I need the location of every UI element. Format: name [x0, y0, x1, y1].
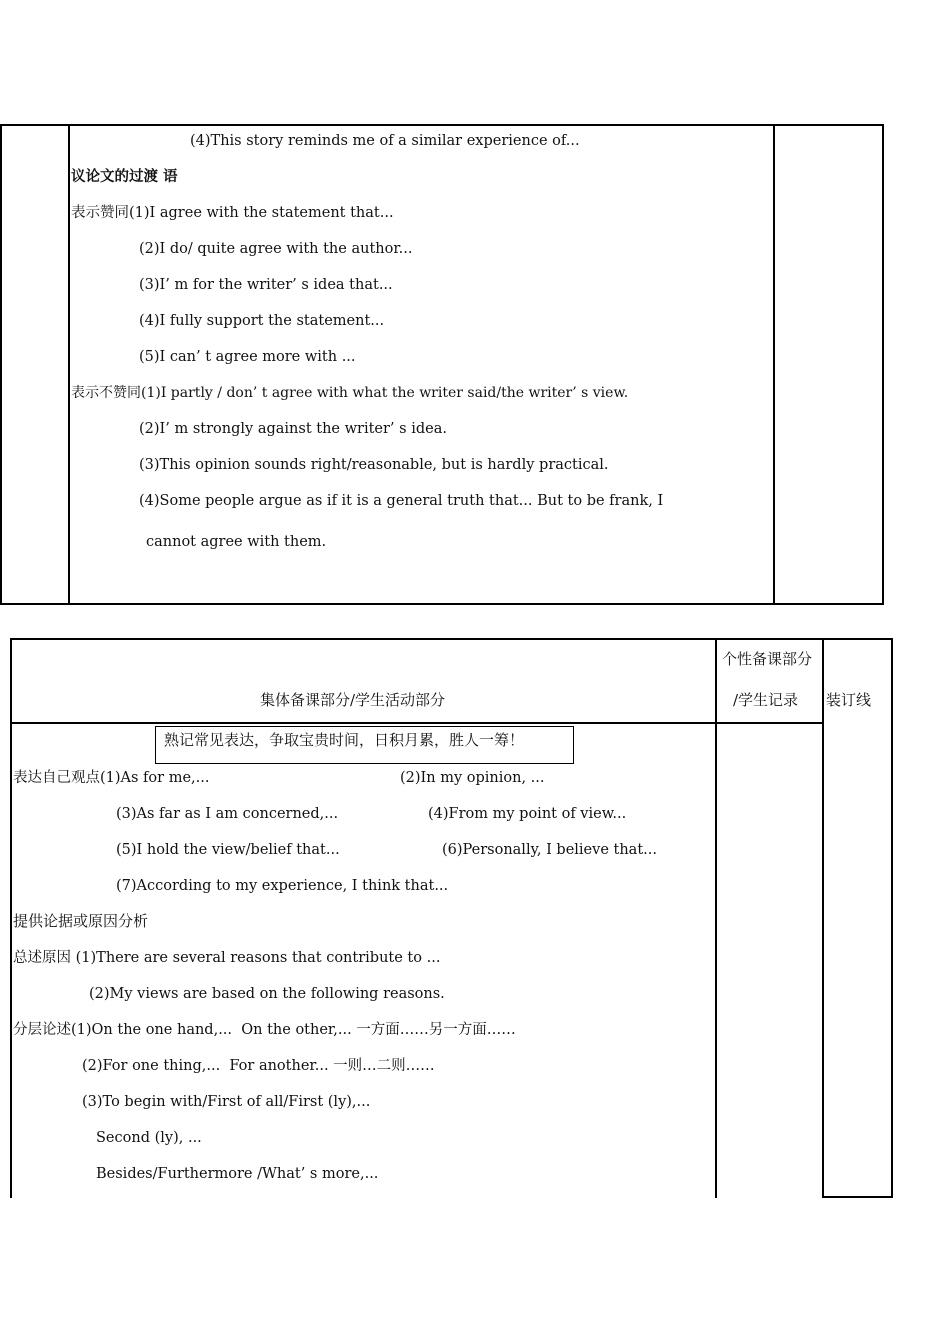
- text-line: Second (ly), ...: [96, 1130, 202, 1146]
- text-line: (4)Some people argue as if it is a general truth that... But to be frank, I: [139, 493, 664, 509]
- text-line: (2)I do/ quite agree with the author...: [139, 241, 413, 257]
- header-personal: /学生记录: [733, 691, 799, 709]
- text-line: (2)For one thing,... For another... 一则…二则……: [82, 1058, 435, 1074]
- text-line: (2)My views are based on the following reasons.: [89, 986, 445, 1002]
- table-2-header-divider: [10, 722, 824, 724]
- text-line: (4)From my point of view...: [428, 806, 627, 822]
- text-line: (3)I’ m for the writer’ s idea that...: [139, 277, 393, 293]
- table-1-col-divider-left: [68, 124, 70, 605]
- text-line: Besides/Furthermore /What’ s more,...: [96, 1166, 379, 1182]
- text-line: 总述原因 (1)There are several reasons that contribute to ...: [13, 950, 441, 966]
- section-heading: 提供论据或原因分析: [13, 912, 149, 930]
- text-line: 表示赞同(1)I agree with the statement that...: [71, 205, 394, 221]
- motto-text: 熟记常见表达，争取宝贵时间，日积月累，胜人一筹！: [164, 731, 525, 749]
- text-line: 表达自己观点(1)As for me,...: [13, 770, 210, 786]
- section-heading: 议论文的过渡 语: [71, 169, 178, 185]
- text-line: (6)Personally, I believe that...: [442, 842, 657, 858]
- text-line: (7)According to my experience, I think that...: [116, 878, 449, 894]
- table-1-col-divider-right: [773, 124, 775, 605]
- text-line: (4)I fully support the statement...: [139, 313, 385, 329]
- text-line: (5)I can’ t agree more with ...: [139, 349, 356, 365]
- table-2-top-border: [10, 638, 893, 640]
- text-line: (3)As far as I am concerned,...: [116, 806, 339, 822]
- text-line: (2)In my opinion, ...: [400, 770, 545, 786]
- header-personal: 个性备课部分: [722, 650, 813, 668]
- table-2-col-divider-personal: [715, 638, 717, 1198]
- table-2-col-divider-binding: [822, 638, 824, 1198]
- text-line: (3)To begin with/First of all/First (ly),...: [82, 1094, 371, 1110]
- header-binding-line: 装订线: [826, 691, 872, 709]
- text-line: 表示不赞同(1)I partly / don’ t agree with what the writer said/the writer’ s view.: [71, 385, 629, 401]
- text-line: (4)This story reminds me of a similar experience of...: [190, 133, 580, 149]
- header-main: 集体备课部分/学生活动部分: [260, 691, 446, 709]
- table-2-right-border: [891, 638, 893, 1198]
- table-2-binding-bottom: [822, 1196, 893, 1198]
- text-line: (5)I hold the view/belief that...: [116, 842, 340, 858]
- table-1: [0, 124, 884, 605]
- text-line: (2)I’ m strongly against the writer’ s idea.: [139, 421, 447, 437]
- text-line: 分层论述(1)On the one hand,... On the other,... 一方面……另一方面……: [13, 1022, 516, 1038]
- text-line: (3)This opinion sounds right/reasonable, but is hardly practical.: [139, 457, 609, 473]
- text-line: cannot agree with them.: [146, 534, 327, 550]
